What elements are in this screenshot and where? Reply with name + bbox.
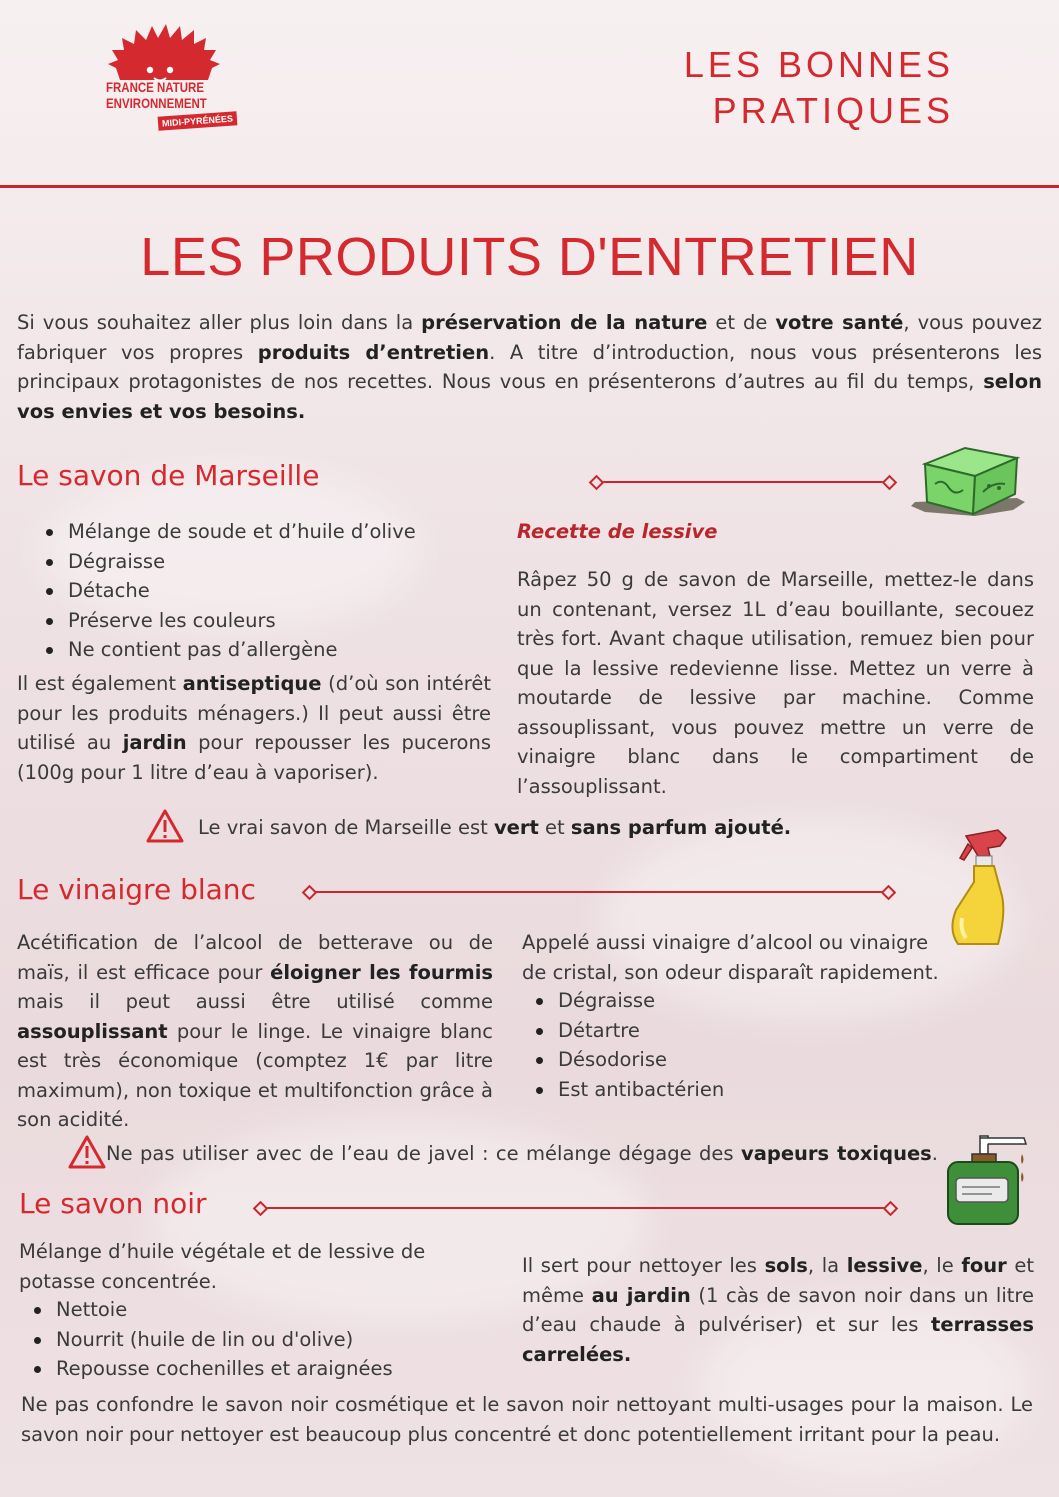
warning-text: . (931, 1142, 938, 1165)
list-item: Détache (68, 576, 508, 606)
warning-icon (67, 1134, 107, 1170)
section-heading-marseille: Le savon de Marseille (17, 459, 320, 492)
header-line2: PRATIQUES (712, 90, 954, 131)
body-text: , le (922, 1254, 962, 1277)
warning-icon (145, 808, 185, 844)
list-item: Mélange de soude et d’huile d’olive (68, 517, 508, 547)
logo-line2: ENVIRONNEMENT (106, 95, 207, 111)
body-bold: assouplissant (17, 1019, 168, 1043)
noir-right-paragraph (522, 1251, 1034, 1369)
body-text: (d’où son intérêt pour les produits ménagers.) Il peut aussi être utilisé au (17, 672, 491, 754)
intro-text: , vous pouvez fabriquer vos propres (17, 311, 1042, 364)
intro-text: . A titre d’introduction, nous vous présenterons les principaux protagonistes de nos recettes. Nous vous en présenterons d’autres au fil du temps, (17, 340, 1042, 393)
body-text: Il sert pour nettoyer les (522, 1254, 765, 1277)
intro-paragraph (17, 308, 1042, 426)
recipe-title: Recette de lessive (517, 520, 718, 543)
list-item: Ne contient pas d’allergène (68, 635, 508, 665)
section-divider (310, 891, 888, 893)
body-bold: antiseptique (182, 672, 322, 695)
soap-dispenser-icon (942, 1132, 1032, 1227)
header-line1: LES BONNES (683, 44, 954, 85)
page-title: LES PRODUITS D'ENTRETIEN (140, 227, 919, 287)
noir-left-text: Mélange d’huile végétale et de lessive de potasse concentrée. (19, 1240, 426, 1293)
body-text: pour repousser les pucerons (100g pour 1 litre d’eau à vaporiser). (17, 731, 491, 784)
header-label (600, 44, 954, 136)
spray-bottle-icon (940, 826, 1020, 956)
section-divider (261, 1207, 890, 1209)
body-bold: jardin (122, 731, 187, 754)
body-text: Acétification de l’alcool de betterave ou de maïs, il est efficace pour (17, 931, 493, 984)
marseille-bullet-list (38, 517, 508, 665)
body-text: Il est également (17, 672, 183, 695)
body-bold: terrasses carrelées. (522, 1313, 1034, 1366)
marseille-paragraph (17, 669, 491, 787)
list-item: Dégraisse (68, 547, 508, 577)
logo (106, 22, 234, 134)
intro-bold: selon vos envies et vos besoins. (17, 370, 1042, 423)
body-bold: lessive (846, 1254, 923, 1277)
marseille-warning (198, 813, 791, 843)
header-divider (0, 185, 1059, 188)
body-text: pour le linge. Le vinaigre blanc est très économique (comptez 1€ par litre maximum), non toxique et multifonction grâce à son acidité. (17, 1019, 493, 1131)
section-heading-noir: Le savon noir (19, 1187, 207, 1220)
section-divider (597, 481, 889, 483)
vinaigre-bullet-list (528, 986, 958, 1104)
intro-bold: votre santé (775, 311, 904, 334)
hedgehog-logo-icon (106, 22, 226, 84)
logo-line1: FRANCE NATURE (106, 79, 205, 95)
recipe-text: Râpez 50 g de savon de Marseille, mettez-le dans un contenant, versez 1L d’eau bouillante, secouez très fort. Avant chaque utilisation, remuez bien pour que la lessive redevienne lisse. Mettez un verre à moutarde de lessive par machine. Comme assouplissant, vous pouvez mettre un verre de vinaigre blanc dans le compartiment de l’assouplissant. (517, 568, 1034, 798)
warning-text: Le vrai savon de Marseille est (198, 816, 494, 839)
vinaigre-paragraph (17, 928, 493, 1135)
warning-bold: vert (493, 816, 539, 839)
list-item: Est antibactérien (558, 1075, 958, 1105)
body-bold: au jardin (591, 1283, 691, 1307)
intro-text: et de (707, 311, 776, 334)
list-item: Nettoie (56, 1295, 496, 1325)
body-text: mais il peut aussi être utilisé comme (17, 990, 493, 1013)
list-item: Repousse cochenilles et araignées (56, 1354, 496, 1384)
section-heading-vinaigre: Le vinaigre blanc (17, 873, 256, 906)
vinaigre-right-text: Appelé aussi vinaigre d’alcool ou vinaigre de cristal, son odeur disparaît rapidement. (522, 931, 939, 984)
intro-text: Si vous souhaitez aller plus loin dans la (17, 311, 422, 334)
list-item: Préserve les couleurs (68, 606, 508, 636)
list-item: Détartre (558, 1016, 958, 1046)
warning-text: Ne pas utiliser avec de l’eau de javel : ce mélange dégage des (106, 1142, 741, 1165)
body-text: et même (522, 1254, 1035, 1307)
body-bold: éloigner les fourmis (270, 960, 493, 984)
logo-region-badge: MIDI-PYRÉNÉES (158, 111, 238, 130)
noir-footer-note: Ne pas confondre le savon noir cosmétique et le savon noir nettoyant multi-usages pour la maison. Le savon noir pour nettoyer est beaucoup plus concentré et donc potentiellement irritant pour la peau. (21, 1393, 1033, 1446)
warning-bold: sans parfum ajouté. (570, 816, 792, 839)
vinaigre-warning (106, 1139, 938, 1169)
warning-text: et (538, 816, 571, 839)
marseille-soap-icon (905, 440, 1030, 520)
body-text: , la (807, 1254, 847, 1277)
warning-bold: vapeurs toxiques (740, 1142, 932, 1165)
list-item: Désodorise (558, 1045, 958, 1075)
intro-bold: produits d’entretien (257, 340, 490, 364)
noir-bullet-list (26, 1295, 496, 1384)
body-bold: four (961, 1254, 1007, 1277)
list-item: Nourrit (huile de lin ou d'olive) (56, 1325, 496, 1355)
intro-bold: préservation de la nature (421, 311, 708, 334)
list-item: Dégraisse (558, 986, 958, 1016)
body-text: (1 càs de savon noir dans un litre d’eau chaude à pulvériser) et sur les (522, 1283, 1034, 1336)
body-bold: sols (764, 1254, 808, 1277)
